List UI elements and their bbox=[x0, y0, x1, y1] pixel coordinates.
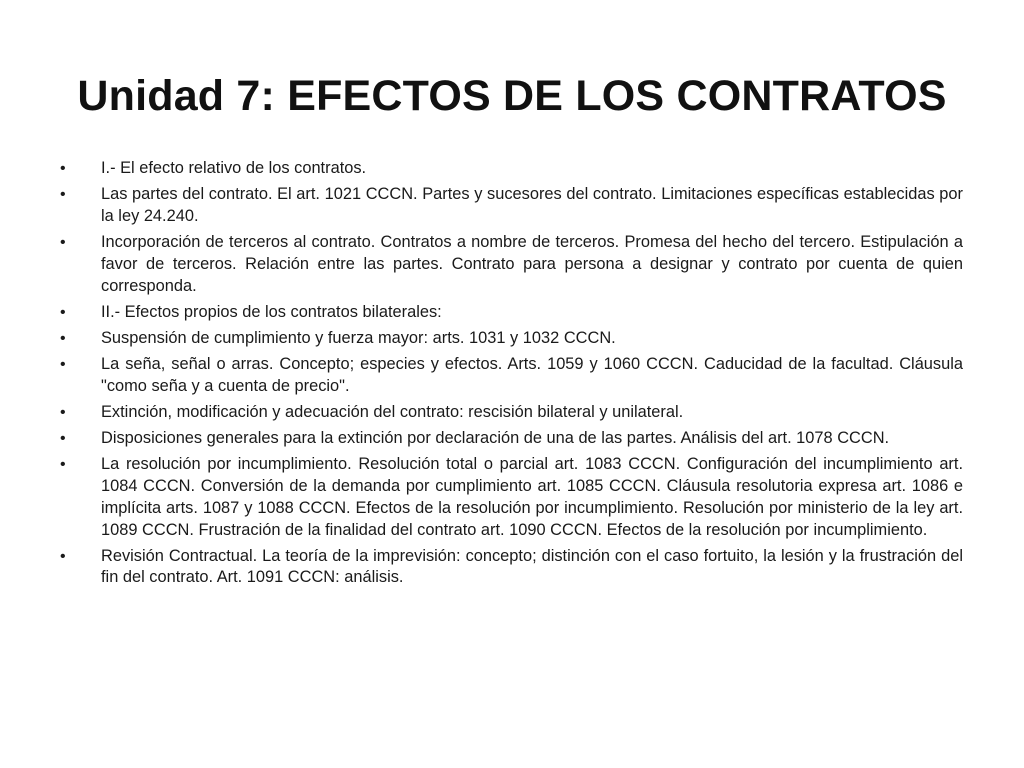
bullet-icon: • bbox=[60, 329, 66, 347]
list-item bbox=[60, 232, 963, 297]
list-item-text: I.- El efecto relativo de los contratos. bbox=[101, 159, 367, 177]
list-item-text: Incorporación de terceros al contrato. Contratos a nombre de terceros. Promesa del hecho del tercero. Estipulación a favor de terceros. Relación entre las partes. Contrato para persona a designar y contrato por cuenta de quien corresponda. bbox=[101, 233, 963, 295]
bullet-icon: • bbox=[60, 430, 66, 448]
list-item bbox=[60, 184, 963, 227]
bullet-icon: • bbox=[60, 404, 66, 422]
list-item-text: II.- Efectos propios de los contratos bilaterales: bbox=[101, 302, 442, 321]
list-item bbox=[60, 328, 963, 350]
bullet-icon: • bbox=[60, 456, 66, 474]
list-item bbox=[60, 402, 963, 424]
list-item bbox=[60, 546, 963, 589]
bullet-icon: • bbox=[60, 234, 66, 252]
bullet-icon: • bbox=[60, 186, 66, 204]
bullet-icon: • bbox=[60, 160, 66, 177]
list-item-text: La resolución por incumplimiento. Resolución total o parcial art. 1083 CCCN. Configuración del incumplimiento art. 1084 CCCN. Conversión de la demanda por cumplimiento art. 1085 CCCN. Cláusula resolutoria expresa art. 1086 e implícita arts. 1087 y 1088 CCCN. Efectos de la resolución por incumplimiento. Resolución por ministerio de la ley art. 1089 CCCN. Frustración de la finalidad del contrato art. 1090 CCCN. Efectos de la resolución por incumplimiento. bbox=[101, 455, 963, 539]
list-item bbox=[60, 354, 963, 397]
bullet-list bbox=[60, 158, 963, 594]
list-item-text: Las partes del contrato. El art. 1021 CCCN. Partes y sucesores del contrato. Limitaciones específicas establecidas por la ley 24.240. bbox=[101, 185, 963, 225]
list-item-text: Revisión Contractual. La teoría de la imprevisión: concepto; distinción con el caso fortuito, la lesión y la frustración del fin del contrato. Art. 1091 CCCN: análisis. bbox=[101, 546, 963, 587]
list-item bbox=[60, 428, 963, 450]
list-item bbox=[60, 158, 963, 180]
list-item bbox=[60, 302, 963, 324]
list-item-text: Suspensión de cumplimiento y fuerza mayor: arts. 1031 y 1032 CCCN. bbox=[101, 328, 616, 347]
bullet-icon: • bbox=[60, 547, 66, 565]
list-item bbox=[60, 454, 963, 541]
list-item-text: Extinción, modificación y adecuación del contrato: rescisión bilateral y unilateral. bbox=[101, 403, 684, 422]
slide-title: Unidad 7: EFECTOS DE LOS CONTRATOS bbox=[77, 72, 947, 120]
list-item-text: Disposiciones generales para la extinción por declaración de una de las partes. Análisis del art. 1078 CCCN. bbox=[101, 429, 890, 448]
bullet-icon: • bbox=[60, 356, 66, 374]
bullet-icon: • bbox=[60, 303, 66, 321]
list-item-text: La seña, señal o arras. Concepto; especies y efectos. Arts. 1059 y 1060 CCCN. Caducidad de la facultad. Cláusula "como seña y a cuenta de precio". bbox=[101, 355, 963, 395]
